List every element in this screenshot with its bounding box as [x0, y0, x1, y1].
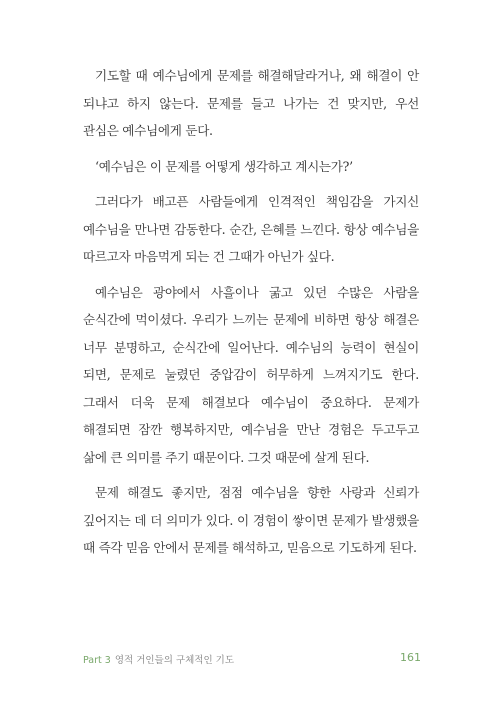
- page-number: 161: [400, 651, 421, 664]
- body-text: [83, 62, 419, 570]
- quote-paragraph: ‘예수님은 이 문제를 어떻게 생각하고 계시는가?’: [95, 158, 353, 174]
- running-footer: [83, 652, 234, 666]
- paragraph: 문제 해결도 좋지만, 점점 예수님을 향한 사랑과 신뢰가 깊어지는 데 더 의미가 있다. 이 경험이 쌓이면 문제가 발생했을 때 즉각 믿음 안에서 문제를 해석하고, 믿음으로 기도하게 된다.: [83, 485, 419, 555]
- paragraph: 예수님은 광야에서 사흘이나 굶고 있던 수많은 사람을 순식간에 먹이셨다. 우리가 느끼는 문제에 비하면 항상 해결은 너무 분명하고, 순식간에 일어난다. 예수님의 능력이 현실이 되면, 문제로 눌렸던 중압감이 허무하게 느껴지기도 한다. 그래서 더욱 문제 해결보다 예수님이 중요하다. 문제가 해결되면 잠깐 행복하지만, 예수님을 만난 경험은 두고두고 삶에 큰 의미를 주기 때문이다. 그것 때문에 살게 된다.: [83, 284, 419, 465]
- part-label: Part 3: [83, 655, 111, 666]
- part-title: 영적 거인들의 구체적인 기도: [114, 655, 235, 666]
- page-footer: [83, 652, 421, 668]
- paragraph: 그러다가 배고픈 사람들에게 인격적인 책임감을 가지신 예수님을 만나면 감동한다. 순간, 은혜를 느낀다. 항상 예수님을 따르고자 마음먹게 되는 건 그때가 아닌가 싶다.: [83, 194, 419, 264]
- paragraph: 기도할 때 예수님에게 문제를 해결해달라거나, 왜 해결이 안 되냐고 하지 않는다. 문제를 들고 나가는 건 맞지만, 우선 관심은 예수님에게 둔다.: [83, 68, 419, 138]
